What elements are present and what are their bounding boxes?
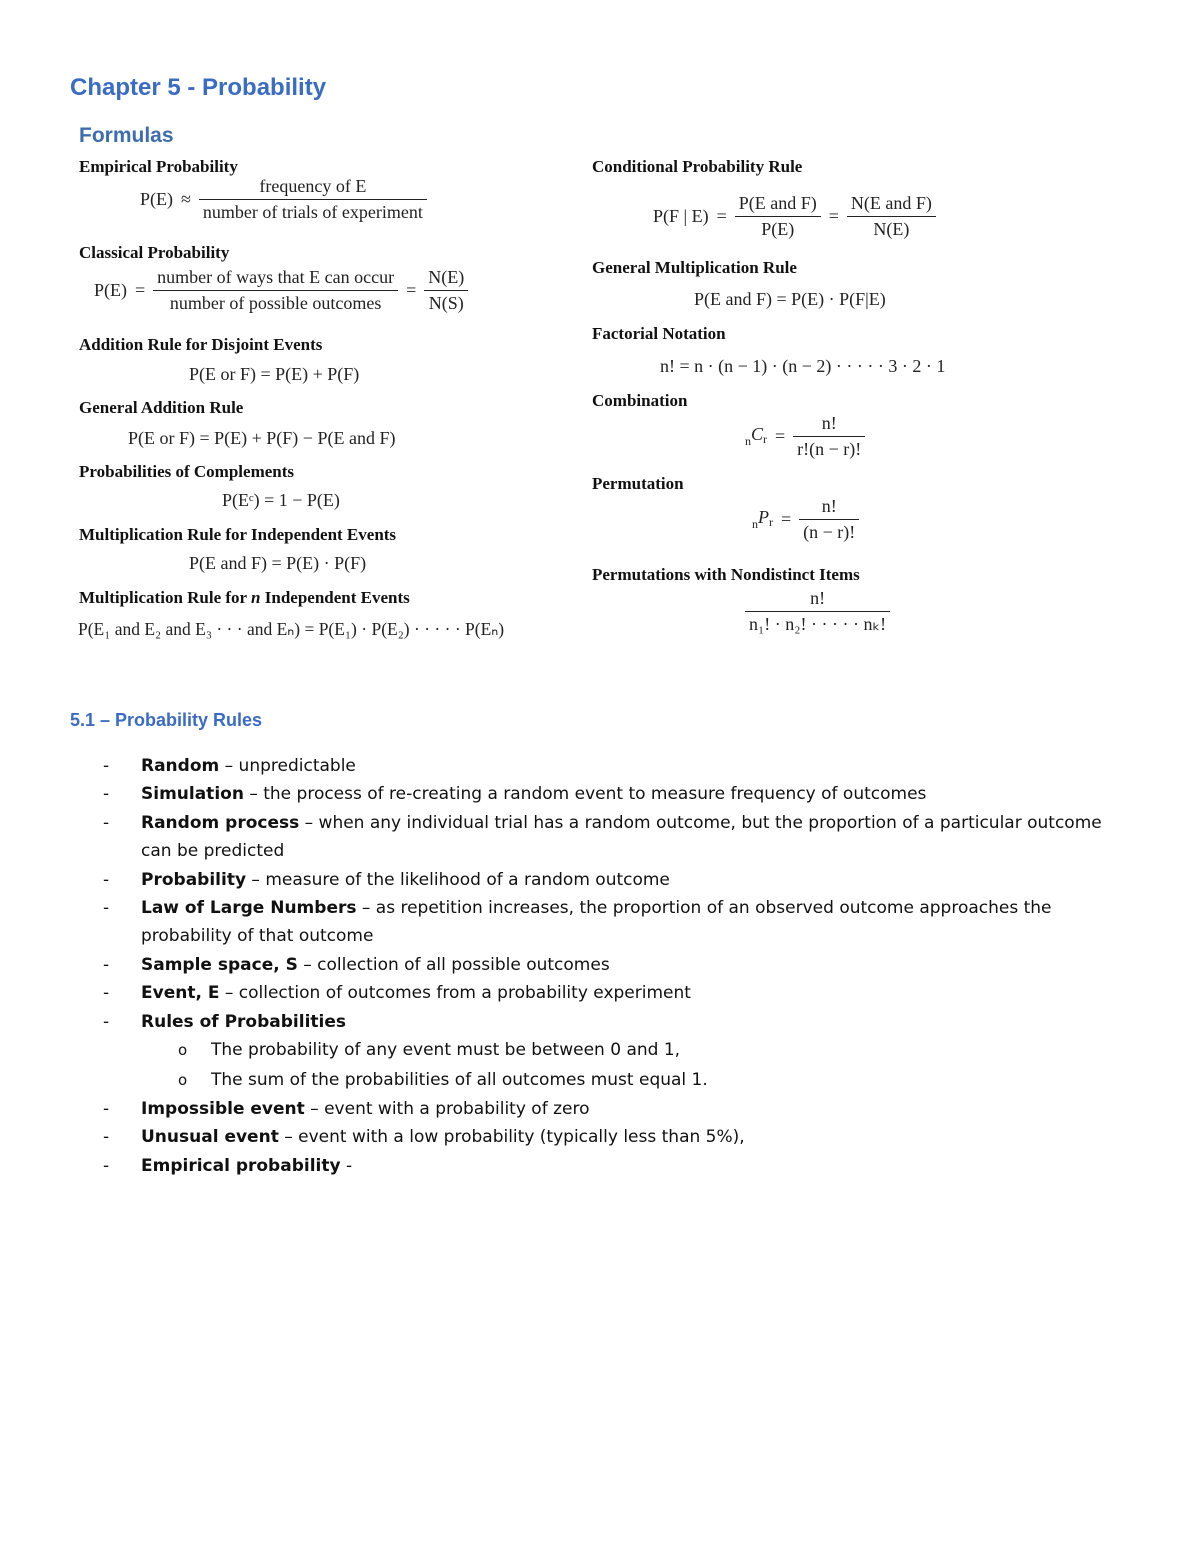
conditional-numerator: P(E and F): [738, 193, 817, 213]
list-item: - Random – unpredictable: [103, 756, 356, 776]
combination-symbol: $_nC_r$: [745, 424, 768, 448]
empirical-fraction: [199, 176, 427, 223]
general-addition-formula: P(E or F) = P(E) + P(F) − P(E and F): [128, 428, 396, 448]
list-item: - Event, E – collection of outcomes from a probability experiment: [103, 983, 691, 1004]
conditional-formula: [653, 193, 936, 240]
conditional-denominator-2: N(E): [847, 216, 936, 240]
nondistinct-fraction: [745, 588, 890, 635]
empirical-denominator: number of trials of experiment: [199, 199, 427, 223]
permutation-heading: Permutation: [592, 474, 684, 493]
permutation-fraction: [799, 496, 859, 543]
equals-sign: =: [406, 280, 417, 300]
list-item: - Random process – when any individual trial has a random outcome, but the proportion of a particular outcome can be predicted: [103, 812, 1102, 862]
nondistinct-numerator: n!: [810, 588, 826, 608]
conditional-denominator: P(E): [735, 216, 821, 240]
empirical-heading: Empirical Probability: [79, 157, 238, 176]
factorial-heading: Factorial Notation: [592, 324, 726, 343]
permutation-formula: [752, 496, 859, 543]
equals-sign: =: [716, 206, 727, 226]
empirical-formula: [140, 176, 427, 223]
general-addition-heading: General Addition Rule: [79, 398, 244, 417]
empirical-lhs: P(E): [140, 189, 173, 209]
list-item: - Probability – measure of the likelihood of a random outcome: [103, 869, 670, 890]
heading-variable: n: [251, 588, 261, 607]
section-title: 5.1 – Probability Rules: [70, 710, 263, 730]
combination-fraction: [793, 413, 865, 460]
nondistinct-formula: [745, 588, 890, 635]
notes-list: [0, 752, 1200, 1180]
mult-n-independent-heading: [79, 588, 410, 608]
nondistinct-denominator: n₁! · n₂! · · · · · nₖ!: [745, 611, 890, 635]
permutation-denominator: (n − r)!: [799, 519, 859, 543]
classical-formula: [94, 267, 468, 314]
conditional-heading: Conditional Probability Rule: [592, 157, 803, 176]
classical-denominator-2: N(S): [424, 290, 468, 314]
empirical-numerator: frequency of E: [259, 176, 367, 196]
conditional-fraction-2: [847, 193, 936, 240]
list-item: - Impossible event – event with a probability of zero: [103, 1099, 590, 1120]
list-item: - Simulation – the process of re-creating a random event to measure frequency of outcomes: [103, 784, 927, 805]
classical-fraction-2: [424, 267, 468, 314]
list-item: - Unusual event – event with a low probability (typically less than 5%),: [103, 1127, 745, 1148]
list-item: - Empirical probability -: [103, 1155, 353, 1176]
combination-heading: Combination: [592, 391, 688, 410]
equals-sign: =: [828, 206, 839, 226]
empirical-relation: ≈: [181, 189, 191, 209]
equals-sign: =: [781, 509, 792, 529]
general-mult-formula: P(E and F) = P(E) · P(F|E): [694, 289, 886, 309]
permutation-symbol: $_nP_r$: [752, 507, 773, 531]
list-item: - Rules of Probabilities: [103, 1011, 346, 1032]
chapter-title: Chapter 5 - Probability: [70, 74, 327, 101]
conditional-lhs: P(F | E): [653, 206, 709, 226]
classical-heading: Classical Probability: [79, 243, 230, 262]
list-item: - Law of Large Numbers – as repetition increases, the proportion of an observed outcome approaches the probability of that outcome: [103, 898, 1052, 947]
sub-list-item: o The sum of the probabilities of all outcomes must equal 1.: [178, 1069, 708, 1090]
classical-fraction: [153, 267, 398, 314]
classical-numerator-2: N(E): [428, 267, 465, 287]
nondistinct-heading: Permutations with Nondistinct Items: [592, 565, 860, 584]
combination-numerator: n!: [821, 413, 837, 433]
sub-list-item: o The probability of any event must be between 0 and 1,: [178, 1040, 681, 1061]
conditional-fraction: [735, 193, 821, 240]
classical-numerator: number of ways that E can occur: [157, 267, 395, 287]
list-item: - Sample space, S – collection of all possible outcomes: [103, 954, 610, 975]
mult-independent-heading: Multiplication Rule for Independent Events: [79, 525, 397, 544]
permutation-numerator: n!: [821, 496, 837, 516]
equals-sign: =: [135, 280, 146, 300]
mult-n-independent-formula: P(E₁ and E₂ and E₃ · · · and Eₙ) = P(E₁) · P(E₂) · · · · · P(Eₙ): [78, 619, 505, 639]
equals-sign: =: [775, 426, 786, 446]
classical-lhs: P(E): [94, 280, 127, 300]
formulas-heading: Formulas: [79, 124, 174, 147]
heading-prefix: Multiplication Rule for: [79, 588, 252, 607]
complements-heading: Probabilities of Complements: [79, 462, 295, 481]
addition-disjoint-formula: P(E or F) = P(E) + P(F): [189, 364, 360, 384]
heading-suffix: Independent Events: [260, 588, 410, 607]
classical-denominator: number of possible outcomes: [153, 290, 398, 314]
conditional-numerator-2: N(E and F): [850, 193, 932, 213]
complements-formula: P(Eᶜ) = 1 − P(E): [222, 490, 340, 510]
combination-formula: [745, 413, 865, 460]
addition-disjoint-heading: Addition Rule for Disjoint Events: [79, 335, 323, 354]
factorial-formula: n! = n · (n − 1) · (n − 2) · · · · · 3 · 2 · 1: [660, 356, 946, 376]
general-mult-heading: General Multiplication Rule: [592, 258, 797, 277]
mult-independent-formula: P(E and F) = P(E) · P(F): [189, 553, 367, 573]
combination-denominator: r!(n − r)!: [793, 436, 865, 460]
